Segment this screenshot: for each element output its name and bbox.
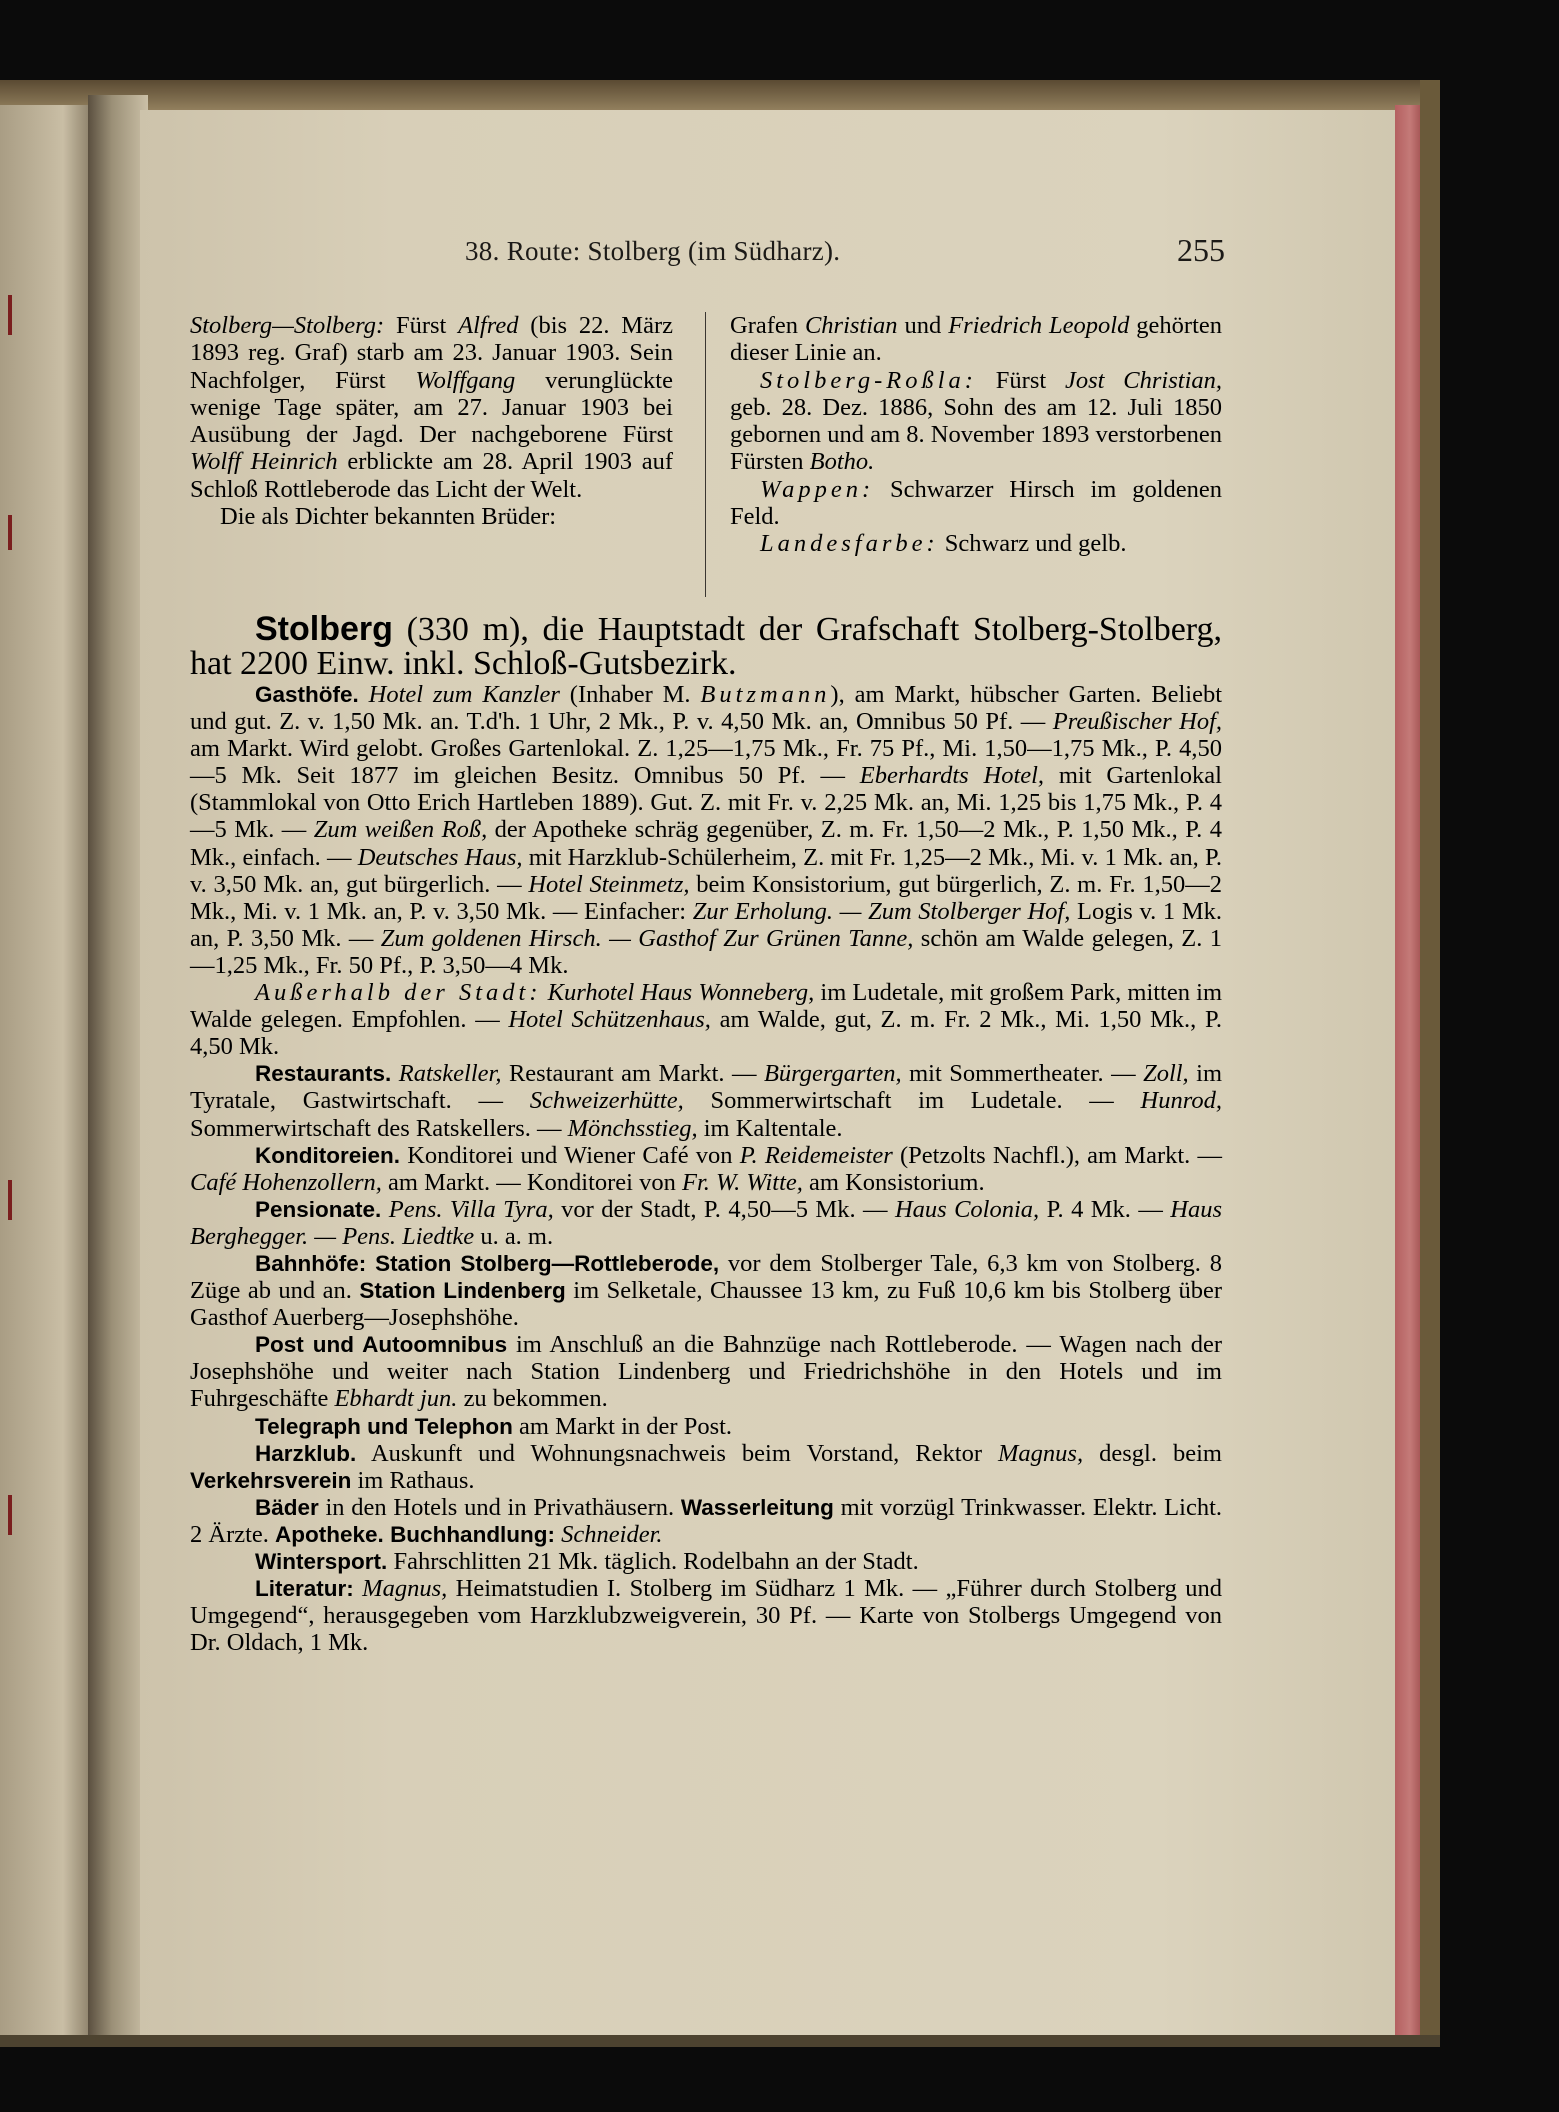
text-run: (bis 22. März 1893 reg. Graf) starb am 23. Januar 1903. Sein Nachfolger, Fürst: [190, 312, 673, 394]
book-gutter: [88, 95, 148, 2045]
page-edge-mark: [8, 295, 12, 335]
text-run: Haus Colonia,: [894, 1195, 1040, 1223]
text-run: mit vorzügl Trinkwasser. Elektr. Licht. 2 Ärzte.: [190, 1493, 1223, 1548]
text-run: (Inhaber M.: [559, 681, 701, 708]
two-column-intro: [190, 312, 1222, 612]
text-run: Botho.: [809, 448, 875, 476]
paragraph: [190, 1250, 1222, 1331]
paragraph: [190, 1413, 1222, 1440]
column-paragraph: [190, 503, 673, 530]
text-run: der Apotheke schräg gegenüber, Z. m. Fr. 1,50—2 Mk., P. 1,50 Mk., P. 4 Mk., einfach. —: [190, 816, 1222, 871]
paragraph: [190, 1575, 1222, 1656]
text-run: Schweizerhütte,: [529, 1087, 684, 1115]
text-run: schön am Walde gelegen, Z. 1—1,25 Mk., Fr. 50 Pf., P. 3,50—4 Mk.: [190, 924, 1222, 979]
text-run: Zoll,: [1143, 1060, 1189, 1088]
section-heading: [190, 612, 1222, 681]
text-run: Sommerwirtschaft des Ratskellers. —: [190, 1114, 568, 1142]
text-run: Bahnhöfe: Station Stolberg—Rottleberode,: [255, 1250, 720, 1276]
text-run: im Selketale, Chaussee 13 km, zu Fuß 10,6 km bis Stolberg über Gasthof Auerberg—Josephshöhe.: [190, 1277, 1222, 1332]
paragraph: [190, 1494, 1222, 1548]
text-run: Fahrschlitten 21 Mk. täglich. Rodelbahn an der Stadt.: [387, 1548, 919, 1575]
text-run: mit Harzklub-Schülerheim, Z. mit Fr. 1,25—2 Mk., Mi. v. 1 Mk. an, P. v. 3,50 Mk. an, gut bürgerlich. —: [190, 843, 1222, 898]
text-run: Schwarzer Hirsch im goldenen Feld.: [730, 475, 1222, 531]
text-run: Christian: [804, 312, 898, 339]
paragraph: [190, 1331, 1222, 1412]
running-head: [465, 232, 1225, 272]
text-run: Hotel Steinmetz,: [528, 870, 690, 898]
text-run: erblickte am 28. April 1903 auf Schloß Rottleberode das Licht der Welt.: [190, 448, 674, 503]
text-run: zu bekommen.: [457, 1385, 608, 1413]
text-run: im Kaltentale.: [697, 1114, 843, 1142]
text-run: Gasthöfe.: [255, 682, 359, 707]
page-edge-mark: [8, 1180, 12, 1220]
column-paragraph: [730, 530, 1222, 557]
text-run: Kurhotel Haus Wonneberg,: [547, 979, 815, 1007]
text-run: Ratskeller,: [398, 1060, 502, 1088]
text-run: Jost Christian,: [1065, 366, 1222, 394]
text-run: mit Sommertheater. —: [901, 1060, 1144, 1088]
text-run: Butzmann: [700, 681, 831, 708]
text-run: und: [897, 312, 949, 339]
text-run: Zum weißen Roß,: [313, 816, 488, 844]
text-run: verunglückte wenige Tage später, am 27. Januar 1903 bei Ausübung der Jagd. Der nachgeborene Fürst: [190, 366, 673, 449]
text-run: Telegraph und Telephon: [255, 1413, 513, 1439]
text-run: Wasserleitung: [680, 1494, 834, 1520]
text-run: Zur Erholung. — Zum Stolberger Hof,: [692, 897, 1071, 925]
page-edge-mark: [8, 1495, 12, 1535]
text-run: ), am Markt, hübscher Garten. Beliebt und gut. Z. v. 1,50 Mk. an. T.d'h. 1 Uhr, 2 Mk., P. v. 4,50 Mk. an, Omnibus 50 Pf. —: [190, 681, 1222, 736]
running-title: 38. Route: Stolberg (im Südharz).: [465, 236, 841, 266]
text-run: Fr. W. Witte,: [681, 1168, 803, 1196]
text-run: im Anschluß an die Bahnzüge nach Rottleberode. — Wagen nach der Josephshöhe und weiter nach Station Lindenberg und Friedrichshöhe in den Hotels und im Fuhrgeschäfte: [190, 1331, 1223, 1413]
text-run: (Petzolts Nachfl.), am Markt. —: [892, 1141, 1223, 1169]
text-run: Restaurant am Markt. —: [501, 1060, 764, 1088]
text-run: in den Hotels und in Privathäusern.: [318, 1493, 681, 1521]
paragraph: [190, 1142, 1222, 1196]
text-run: Pensionate.: [255, 1196, 382, 1222]
paragraph: [190, 1060, 1222, 1141]
text-run: [354, 1575, 362, 1602]
text-run: Mönchsstieg,: [567, 1114, 698, 1142]
text-run: Ebhardt jun.: [334, 1385, 458, 1413]
text-run: Hunrod,: [1140, 1087, 1222, 1115]
text-run: Friedrich Leopold: [948, 312, 1130, 339]
text-run: Post und Autoomnibus: [255, 1332, 508, 1358]
page-edge-mark: [8, 515, 12, 550]
text-run: Apotheke. Buchhandlung:: [275, 1521, 556, 1547]
text-run: Schwarz und gelb.: [938, 530, 1127, 558]
text-run: Station Lindenberg: [359, 1278, 566, 1304]
text-run: Eberhardts Hotel,: [859, 762, 1045, 790]
text-run: Zum goldenen Hirsch. — Gasthof Zur Grünen Tanne,: [380, 924, 914, 952]
body-paragraphs: [190, 681, 1222, 1656]
text-run: Fürst: [384, 312, 459, 339]
text-run: gehörten dieser Linie an.: [730, 312, 1222, 367]
column-paragraph: [190, 312, 673, 503]
text-run: am Markt. Wird gelobt. Großes Gartenlokal. Z. 1,25—1,75 Mk., Fr. 75 Pf., Mi. 1,50—1,75 Mk., P. 4,50—5 Mk. Seit 1877 im gleichen Besitz. Omnibus 50 Pf. —: [190, 735, 1222, 790]
column-paragraph: [730, 476, 1222, 531]
book-cover-right-edge: [1420, 80, 1440, 2040]
text-run: Wolffgang: [415, 366, 516, 394]
text-run: Magnus,: [362, 1575, 448, 1603]
text-run: im Tyratale, Gastwirtschaft. —: [190, 1060, 1223, 1115]
text-run: mit Gartenlokal (Stammlokal von Otto Erich Hartleben 1889). Gut. Z. mit Fr. v. 2,25 Mk. an, Mi. 1,25 bis 1,75 Mk., P. 4—5 Mk. —: [190, 762, 1222, 844]
left-column: [190, 312, 673, 530]
text-run: Verkehrsverein: [190, 1467, 352, 1493]
text-run: Fürst: [976, 366, 1065, 394]
text-run: Schneider.: [561, 1520, 663, 1548]
text-run: Restaurants.: [255, 1061, 392, 1087]
text-run: am Markt in der Post.: [512, 1412, 733, 1440]
text-run: Logis v. 1 Mk. an, P. 3,50 Mk. —: [190, 897, 1222, 952]
text-run: [359, 681, 369, 708]
text-run: Literatur:: [255, 1576, 354, 1602]
text-run: am Konsistorium.: [802, 1168, 985, 1196]
text-run: Bäder: [255, 1494, 319, 1520]
text-run: Stolberg: [255, 610, 393, 648]
text-run: (330 m), die Hauptstadt der Grafschaft Stolberg-Stolberg, hat 2200 Einw. inkl. Schloß-Gutsbezirk.: [190, 611, 1222, 682]
paragraph: [190, 1440, 1222, 1494]
text-run: Haus Berghegger. — Pens. Liedtke: [190, 1195, 1223, 1250]
text-run: Magnus,: [998, 1439, 1084, 1467]
text-run: am Markt. — Konditorei von: [381, 1168, 682, 1196]
text-run: Außerhalb der Stadt:: [255, 979, 542, 1007]
text-run: Wolff Heinrich: [190, 448, 338, 476]
text-run: beim Konsistorium, gut bürgerlich, Z. m. Fr. 1,50—2 Mk., Mi. v. 1 Mk. an, P. v. 3,50 Mk. — Einfacher:: [190, 870, 1222, 925]
text-run: desgl. beim: [1083, 1439, 1222, 1467]
paragraph: [190, 681, 1222, 979]
text-run: Auskunft und Wohnungsnachweis beim Vorstand, Rektor: [356, 1439, 999, 1467]
text-run: vor dem Stolberger Tale, 6,3 km von Stolberg. 8 Züge ab und an.: [190, 1249, 1222, 1305]
facing-page-edge: [0, 105, 90, 2045]
text-run: Wappen:: [760, 475, 875, 503]
text-run: Konditoreien.: [255, 1142, 400, 1168]
text-run: Deutsches Haus,: [357, 843, 523, 871]
column-paragraph: [730, 312, 1222, 367]
text-run: Sommerwirtschaft im Ludetale. —: [683, 1087, 1141, 1115]
text-run: Stolberg-Roßla:: [760, 366, 977, 394]
text-run: Grafen: [730, 312, 805, 339]
text-run: Konditorei und Wiener Café von: [400, 1141, 740, 1169]
text-run: am Walde, gut, Z. m. Fr. 2 Mk., Mi. 1,50 Mk., P. 4,50 Mk.: [190, 1006, 1222, 1061]
text-run: Alfred: [458, 312, 519, 339]
text-run: Wintersport.: [255, 1549, 388, 1574]
text-run: P. 4 Mk. —: [1039, 1195, 1171, 1223]
main-text: [190, 612, 1222, 1656]
text-run: Preußischer Hof,: [1052, 708, 1223, 736]
text-run: Café Hohenzollern,: [190, 1168, 382, 1196]
text-run: Pens. Villa Tyra,: [388, 1195, 554, 1223]
text-run: Heimatstudien I. Stolberg im Südharz 1 Mk. — „Führer durch Stolberg und Umgegend“, herausgegeben vom Harzklubzweigverein, 30 Pf. — Karte von Stolbergs Umgegend von Dr. Oldach, 1 Mk.: [190, 1575, 1223, 1657]
page-number: 255: [1177, 232, 1225, 268]
text-run: im Rathaus.: [351, 1466, 475, 1494]
column-paragraph: [730, 367, 1222, 476]
paragraph: [190, 1196, 1222, 1250]
paragraph: [190, 979, 1222, 1060]
paragraph: [190, 1548, 1222, 1575]
text-run: vor der Stadt, P. 4,50—5 Mk. —: [553, 1195, 895, 1223]
text-run: Hotel Schützenhaus,: [508, 1006, 711, 1034]
text-run: [391, 1060, 398, 1087]
text-run: Landesfarbe:: [760, 530, 939, 558]
column-rule: [705, 312, 706, 597]
text-run: Stolberg—Stolberg:: [190, 312, 385, 339]
text-run: [381, 1196, 388, 1223]
text-run: geb. 28. Dez. 1886, Sohn des am 12. Juli 1850 gebornen und am 8. November 1893 verstorbenen Fürsten: [730, 393, 1222, 476]
text-run: Harzklub.: [255, 1440, 357, 1466]
text-run: Die als Dichter bekannten Brüder:: [220, 503, 557, 531]
right-column: [730, 312, 1222, 558]
text-run: P. Reidemeister: [739, 1141, 893, 1169]
text-run: u. a. m.: [474, 1222, 554, 1250]
text-run: Hotel zum Kanzler: [368, 681, 560, 708]
text-run: im Ludetale, mit großem Park, mitten im Walde gelegen. Empfohlen. —: [190, 979, 1223, 1034]
text-run: Bürgergarten,: [763, 1060, 902, 1088]
book-cover-bottom-edge: [0, 2035, 1440, 2047]
